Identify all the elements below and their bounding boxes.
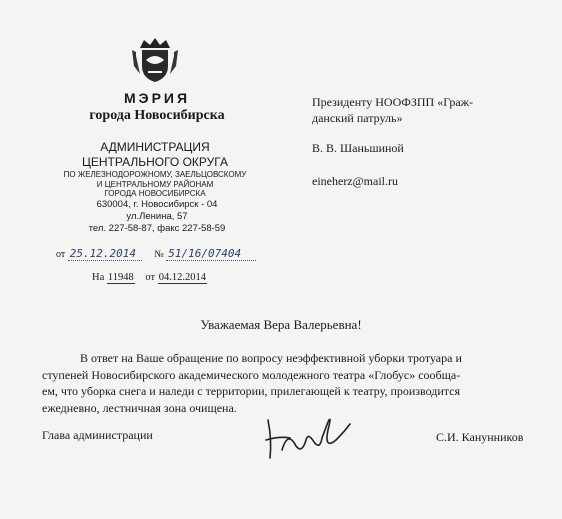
street-address: ул.Ленина, 57 — [126, 211, 188, 222]
addressee-name: В. В. Шаньшиной — [312, 141, 404, 155]
city-name: города Новосибирска — [89, 108, 225, 123]
contact-block — [62, 199, 252, 235]
signatory-position: Глава администрации — [42, 428, 153, 442]
addressee-email: eineherz@mail.ru — [312, 174, 399, 188]
greeting: Уважаемая Вера Валерьевна! — [200, 317, 362, 332]
incoming-reference: На 11948 от 04.12.2014 — [92, 272, 206, 283]
outgoing-date: 25.12.2014 — [68, 247, 142, 261]
incoming-date: 04.12.2014 — [158, 272, 206, 283]
signatory-name: С.И. Канунников — [436, 430, 524, 444]
coat-of-arms-icon — [130, 36, 180, 84]
administration-title: АДМИНИСТРАЦИЯ ЦЕНТРАЛЬНОГО ОКРУГА — [82, 140, 228, 169]
outgoing-number: 51/16/07404 — [166, 247, 256, 261]
handwritten-signature — [262, 410, 354, 462]
phone-fax: тел. 227-58-87, факс 227-58-59 — [88, 223, 226, 234]
postal-address: 630004, г. Новосибирск - 04 — [96, 199, 218, 210]
mayor-office-title: МЭРИЯ — [123, 90, 191, 106]
incoming-number: 11948 — [107, 272, 134, 283]
letter-body: В ответ на Ваше обращение по вопросу неэффективной уборки тротуара и ступеней Новосибирского академического молодежного театра «Глобус» сообща- ем, что уборка снега и наледи с территории, прилегающей к театру, производится ежедневно, лестничная зона очищена. — [42, 351, 462, 415]
outgoing-reference: от 25.12.2014 № 51/16/07404 — [56, 247, 256, 261]
addressee-line: Президенту НООФЗПП «Граж- данский патруль» — [312, 95, 474, 125]
district-description: ПО ЖЕЛЕЗНОДОРОЖНОМУ, ЗАЕЛЬЦОВСКОМУ И ЦЕНТРАЛЬНОМУ РАЙОНАМ ГОРОДА НОВОСИБИРСКА — [63, 170, 247, 198]
